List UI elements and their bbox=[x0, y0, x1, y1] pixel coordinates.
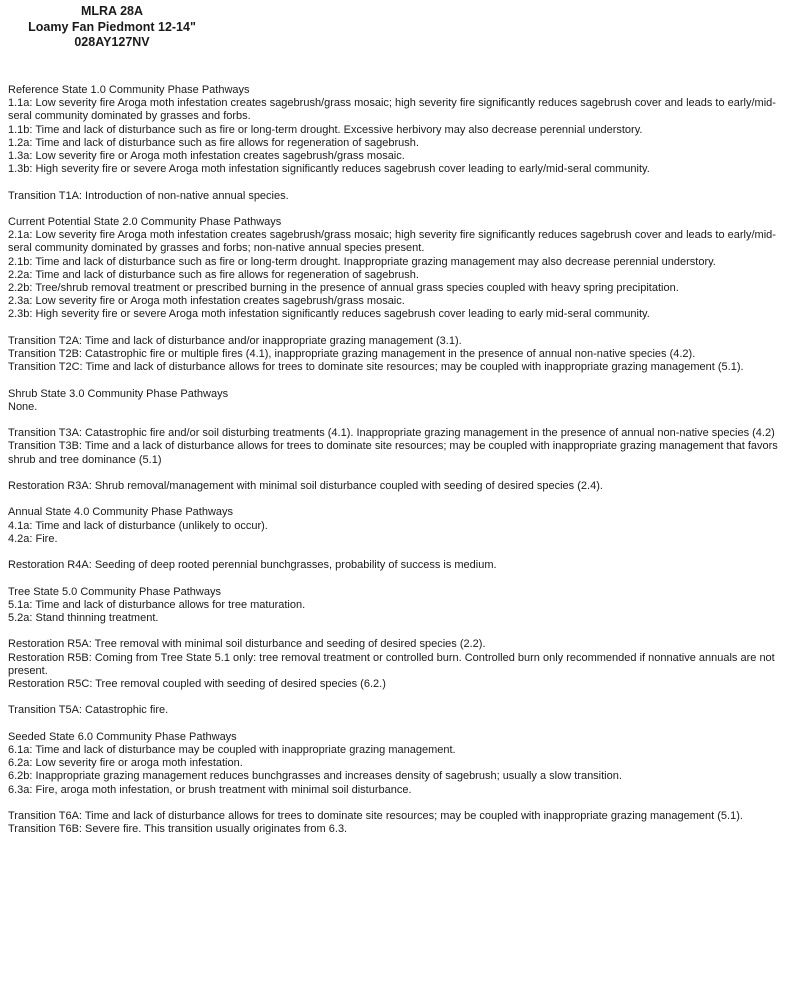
text-section bbox=[8, 427, 792, 467]
section-text-line: 2.1a: Low severity fire Aroga moth infestation creates sagebrush/grass mosaic; high severity fire significantly reduces sagebrush cover and leads to early/mid-seral community dominated by grasses and forbs; non-native annual species present. bbox=[8, 229, 776, 255]
text-section bbox=[8, 216, 792, 322]
section-heading-line: Transition T5A: Catastrophic fire. bbox=[8, 704, 169, 717]
section-heading-line: Seeded State 6.0 Community Phase Pathways bbox=[8, 730, 237, 743]
section-text-line: 2.1b: Time and lack of disturbance such as fire or long-term drought. Inappropriate grazing management may also decrease perennial understory. bbox=[8, 255, 716, 268]
section-text-line: 5.2a: Stand thinning treatment. bbox=[8, 611, 159, 624]
text-section bbox=[8, 559, 792, 572]
text-section bbox=[8, 84, 792, 176]
section-text-line: 6.2a: Low severity fire or aroga moth infestation. bbox=[8, 757, 243, 770]
section-text-line: 2.2b: Tree/shrub removal treatment or prescribed burning in the presence of annual grass species coupled with heavy spring precipitation. bbox=[8, 282, 679, 295]
text-section bbox=[8, 638, 792, 691]
pathway-descriptions bbox=[8, 84, 792, 850]
section-text-line: Transition T2B: Catastrophic fire or multiple fires (4.1), inappropriate grazing management in the presence of annual non-native species (4.2). bbox=[8, 348, 696, 361]
site-id: 028AY127NV bbox=[74, 35, 150, 49]
section-text-line: Restoration R5C: Tree removal coupled with seeding of desired species (6.2.) bbox=[8, 677, 386, 690]
document-header bbox=[12, 4, 212, 51]
section-heading-line: Transition T3A: Catastrophic fire and/or soil disturbing treatments (4.1). Inappropriate grazing management in the presence of annual non-native species (4.2) bbox=[8, 427, 775, 440]
section-text-line: 2.3b: High severity fire or severe Aroga moth infestation significantly reduces sagebrush cover leading to early mid-seral community. bbox=[8, 308, 650, 321]
section-heading-line: Restoration R4A: Seeding of deep rooted perennial bunchgrasses, probability of success is medium. bbox=[8, 559, 497, 572]
text-section bbox=[8, 335, 792, 375]
section-text-line: 1.3a: Low severity fire or Aroga moth infestation creates sagebrush/grass mosaic. bbox=[8, 150, 405, 163]
section-text-line: 1.3b: High severity fire or severe Aroga moth infestation significantly reduces sagebrush cover leading to early/mid-seral community. bbox=[8, 163, 650, 176]
section-text-line: Transition T2C: Time and lack of disturbance allows for trees to dominate site resources; may be coupled with inappropriate grazing management (5.1). bbox=[8, 361, 744, 374]
section-text-line: 1.1b: Time and lack of disturbance such as fire or long-term drought. Excessive herbivory may also decrease perennial understory. bbox=[8, 123, 643, 136]
section-heading-line: Tree State 5.0 Community Phase Pathways bbox=[8, 585, 221, 598]
section-text-line: 4.1a: Time and lack of disturbance (unlikely to occur). bbox=[8, 519, 268, 532]
text-section bbox=[8, 704, 792, 717]
mlra-title: MLRA 28A bbox=[80, 4, 144, 18]
section-heading-line: Transition T6A: Time and lack of disturbance allows for trees to dominate site resources; may be coupled with inappropriate grazing management (5.1). bbox=[8, 809, 743, 822]
text-section bbox=[8, 810, 792, 836]
section-text-line: None. bbox=[8, 400, 38, 413]
section-heading-line: Restoration R3A: Shrub removal/management with minimal soil disturbance coupled with seeding of desired species (2.4). bbox=[8, 480, 603, 492]
text-section bbox=[8, 586, 792, 626]
section-heading-line: Shrub State 3.0 Community Phase Pathways bbox=[8, 387, 229, 400]
text-section bbox=[8, 731, 792, 797]
section-heading-line: Restoration R5A: Tree removal with minimal soil disturbance and seeding of desired species (2.2). bbox=[8, 638, 486, 651]
section-text-line: 1.2a: Time and lack of disturbance such as fire allows for regeneration of sagebrush. bbox=[8, 136, 419, 149]
section-text-line: 6.1a: Time and lack of disturbance may be coupled with inappropriate grazing management. bbox=[8, 743, 456, 756]
section-text-line: 4.2a: Fire. bbox=[8, 532, 58, 545]
section-text-line: 6.3a: Fire, aroga moth infestation, or brush treatment with minimal soil disturbance. bbox=[8, 783, 412, 796]
section-text-line: 2.3a: Low severity fire or Aroga moth infestation creates sagebrush/grass mosaic. bbox=[8, 295, 405, 308]
section-heading-line: Transition T2A: Time and lack of disturbance and/or inappropriate grazing management (3.1). bbox=[8, 334, 462, 347]
text-section bbox=[8, 480, 792, 493]
text-section bbox=[8, 506, 792, 546]
section-text-line: 5.1a: Time and lack of disturbance allows for tree maturation. bbox=[8, 598, 306, 611]
section-heading-line: Current Potential State 2.0 Community Phase Pathways bbox=[8, 216, 282, 228]
section-text-line: 6.2b: Inappropriate grazing management reduces bunchgrasses and increases density of sagebrush; usually a slow transition. bbox=[8, 770, 622, 783]
text-section bbox=[8, 388, 792, 414]
section-heading-line: Annual State 4.0 Community Phase Pathways bbox=[8, 506, 234, 519]
section-text-line: Transition T3B: Time and a lack of disturbance allows for trees to dominate site resources; may be coupled with inappropriate grazing management that favors shrub and tree dominance (5.1) bbox=[8, 440, 778, 466]
section-text-line: Restoration R5B: Coming from Tree State 5.1 only: tree removal treatment or controlled burn. Controlled burn only recommended if nonnative annuals are not present. bbox=[8, 651, 775, 677]
site-name: Loamy Fan Piedmont 12-14" bbox=[28, 19, 196, 34]
text-section bbox=[8, 190, 792, 203]
section-text-line: 1.1a: Low severity fire Aroga moth infestation creates sagebrush/grass mosaic; high severity fire significantly reduces sagebrush cover and leads to early/mid-seral community dominated by grasses and forbs. bbox=[8, 97, 776, 123]
section-text-line: 2.2a: Time and lack of disturbance such as fire allows for regeneration of sagebrush. bbox=[8, 268, 419, 281]
section-heading-line: Transition T1A: Introduction of non-native annual species. bbox=[8, 189, 289, 202]
section-text-line: Transition T6B: Severe fire. This transition usually originates from 6.3. bbox=[8, 823, 348, 836]
section-heading-line: Reference State 1.0 Community Phase Pathways bbox=[8, 84, 250, 96]
